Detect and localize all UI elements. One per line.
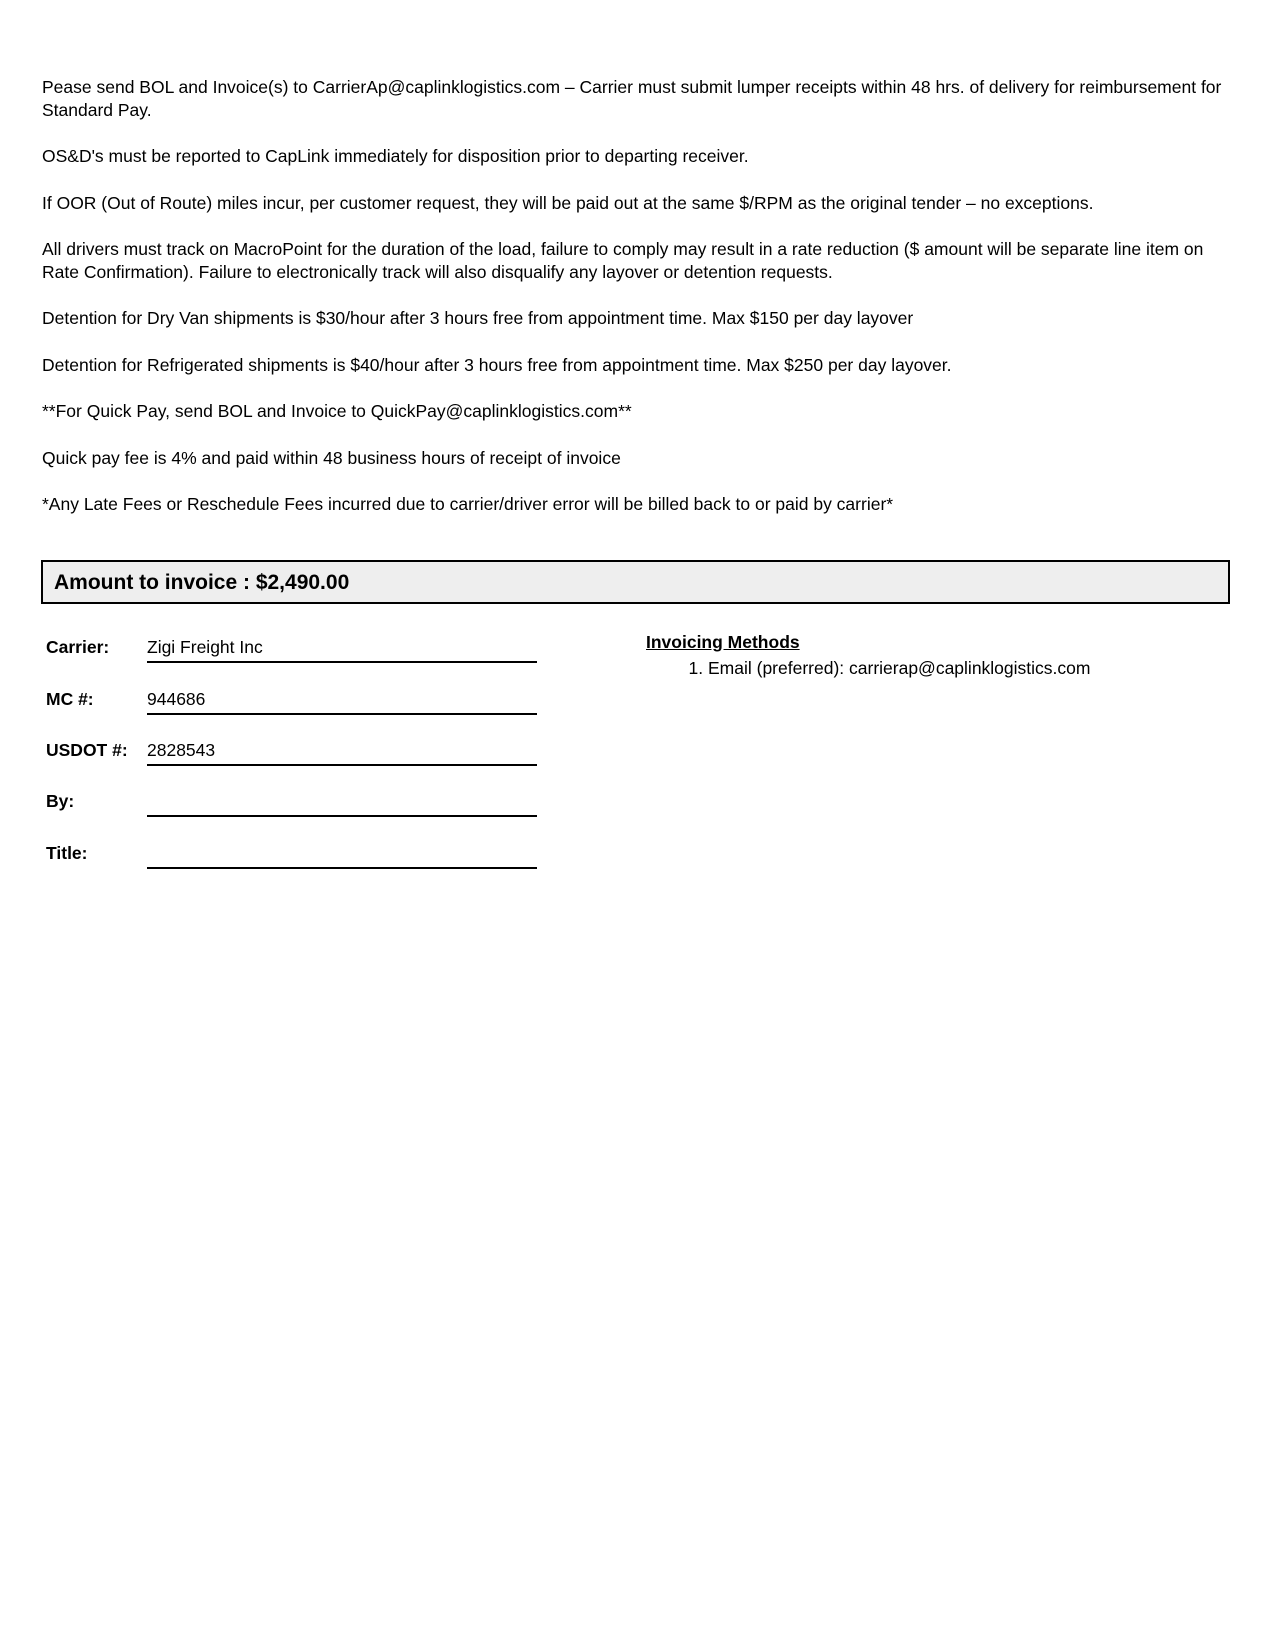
term-quick-pay: **For Quick Pay, send BOL and Invoice to QuickPay@caplinklogistics.com** (42, 401, 632, 421)
invoicing-methods-section (646, 631, 1236, 679)
amount-to-invoice: Amount to invoice : $2,490.00 (54, 571, 350, 594)
term-detention-dry-van: Detention for Dry Van shipments is $30/hour after 3 hours free from appointment time. Max $150 per day layover (42, 308, 914, 328)
invoicing-methods-list (646, 657, 1236, 679)
term-bol-invoice: Pease send BOL and Invoice(s) to CarrierAp@caplinklogistics.com – Carrier must submit lumper receipts within 48 hrs. of delivery for reimbursement for Standard Pay. (42, 77, 1222, 120)
amount-to-invoice-box (41, 560, 1230, 604)
by-label: By: (46, 791, 75, 811)
term-quick-pay-fee: Quick pay fee is 4% and paid within 48 business hours of receipt of invoice (42, 447, 621, 468)
term-oor-miles: If OOR (Out of Route) miles incur, per customer request, they will be paid out at the same $/RPM as the original tender – no exceptions. (42, 192, 1094, 213)
terms-section (42, 76, 1242, 540)
usdot-number-field (46, 739, 542, 769)
title-signature-line (147, 842, 537, 869)
mc-number-field (46, 688, 542, 718)
title-field (46, 842, 542, 872)
term-detention-refrigerated: Detention for Refrigerated shipments is $40/hour after 3 hours free from appointment time. Max $250 per day layover. (42, 354, 952, 375)
by-signature-line (147, 790, 537, 817)
term-osd: OS&D's must be reported to CapLink immediately for disposition prior to departing receiver. (42, 146, 749, 166)
usdot-number-value: 2828543 (147, 739, 537, 766)
usdot-number-label: USDOT #: (46, 740, 128, 760)
invoicing-method-email: 1. Email (preferred): carrierap@caplinklogistics.com (708, 657, 1236, 679)
title-label: Title: (46, 843, 88, 863)
term-macropoint-tracking: All drivers must track on MacroPoint for the duration of the load, failure to comply may result in a rate reduction ($ amount will be separate line item on Rate Confirmation). Failure to electronically track will also disqualify any layover or detention requests. (42, 239, 1204, 282)
term-late-fees: *Any Late Fees or Reschedule Fees incurred due to carrier/driver error will be billed back to or paid by carrier* (42, 494, 894, 514)
carrier-value: Zigi Freight Inc (147, 636, 537, 663)
mc-number-label: MC #: (46, 689, 94, 709)
invoicing-methods-title: Invoicing Methods (646, 632, 800, 652)
carrier-label: Carrier: (46, 637, 110, 657)
mc-number-value: 944686 (147, 688, 537, 715)
carrier-field (46, 636, 542, 666)
by-field (46, 790, 542, 820)
